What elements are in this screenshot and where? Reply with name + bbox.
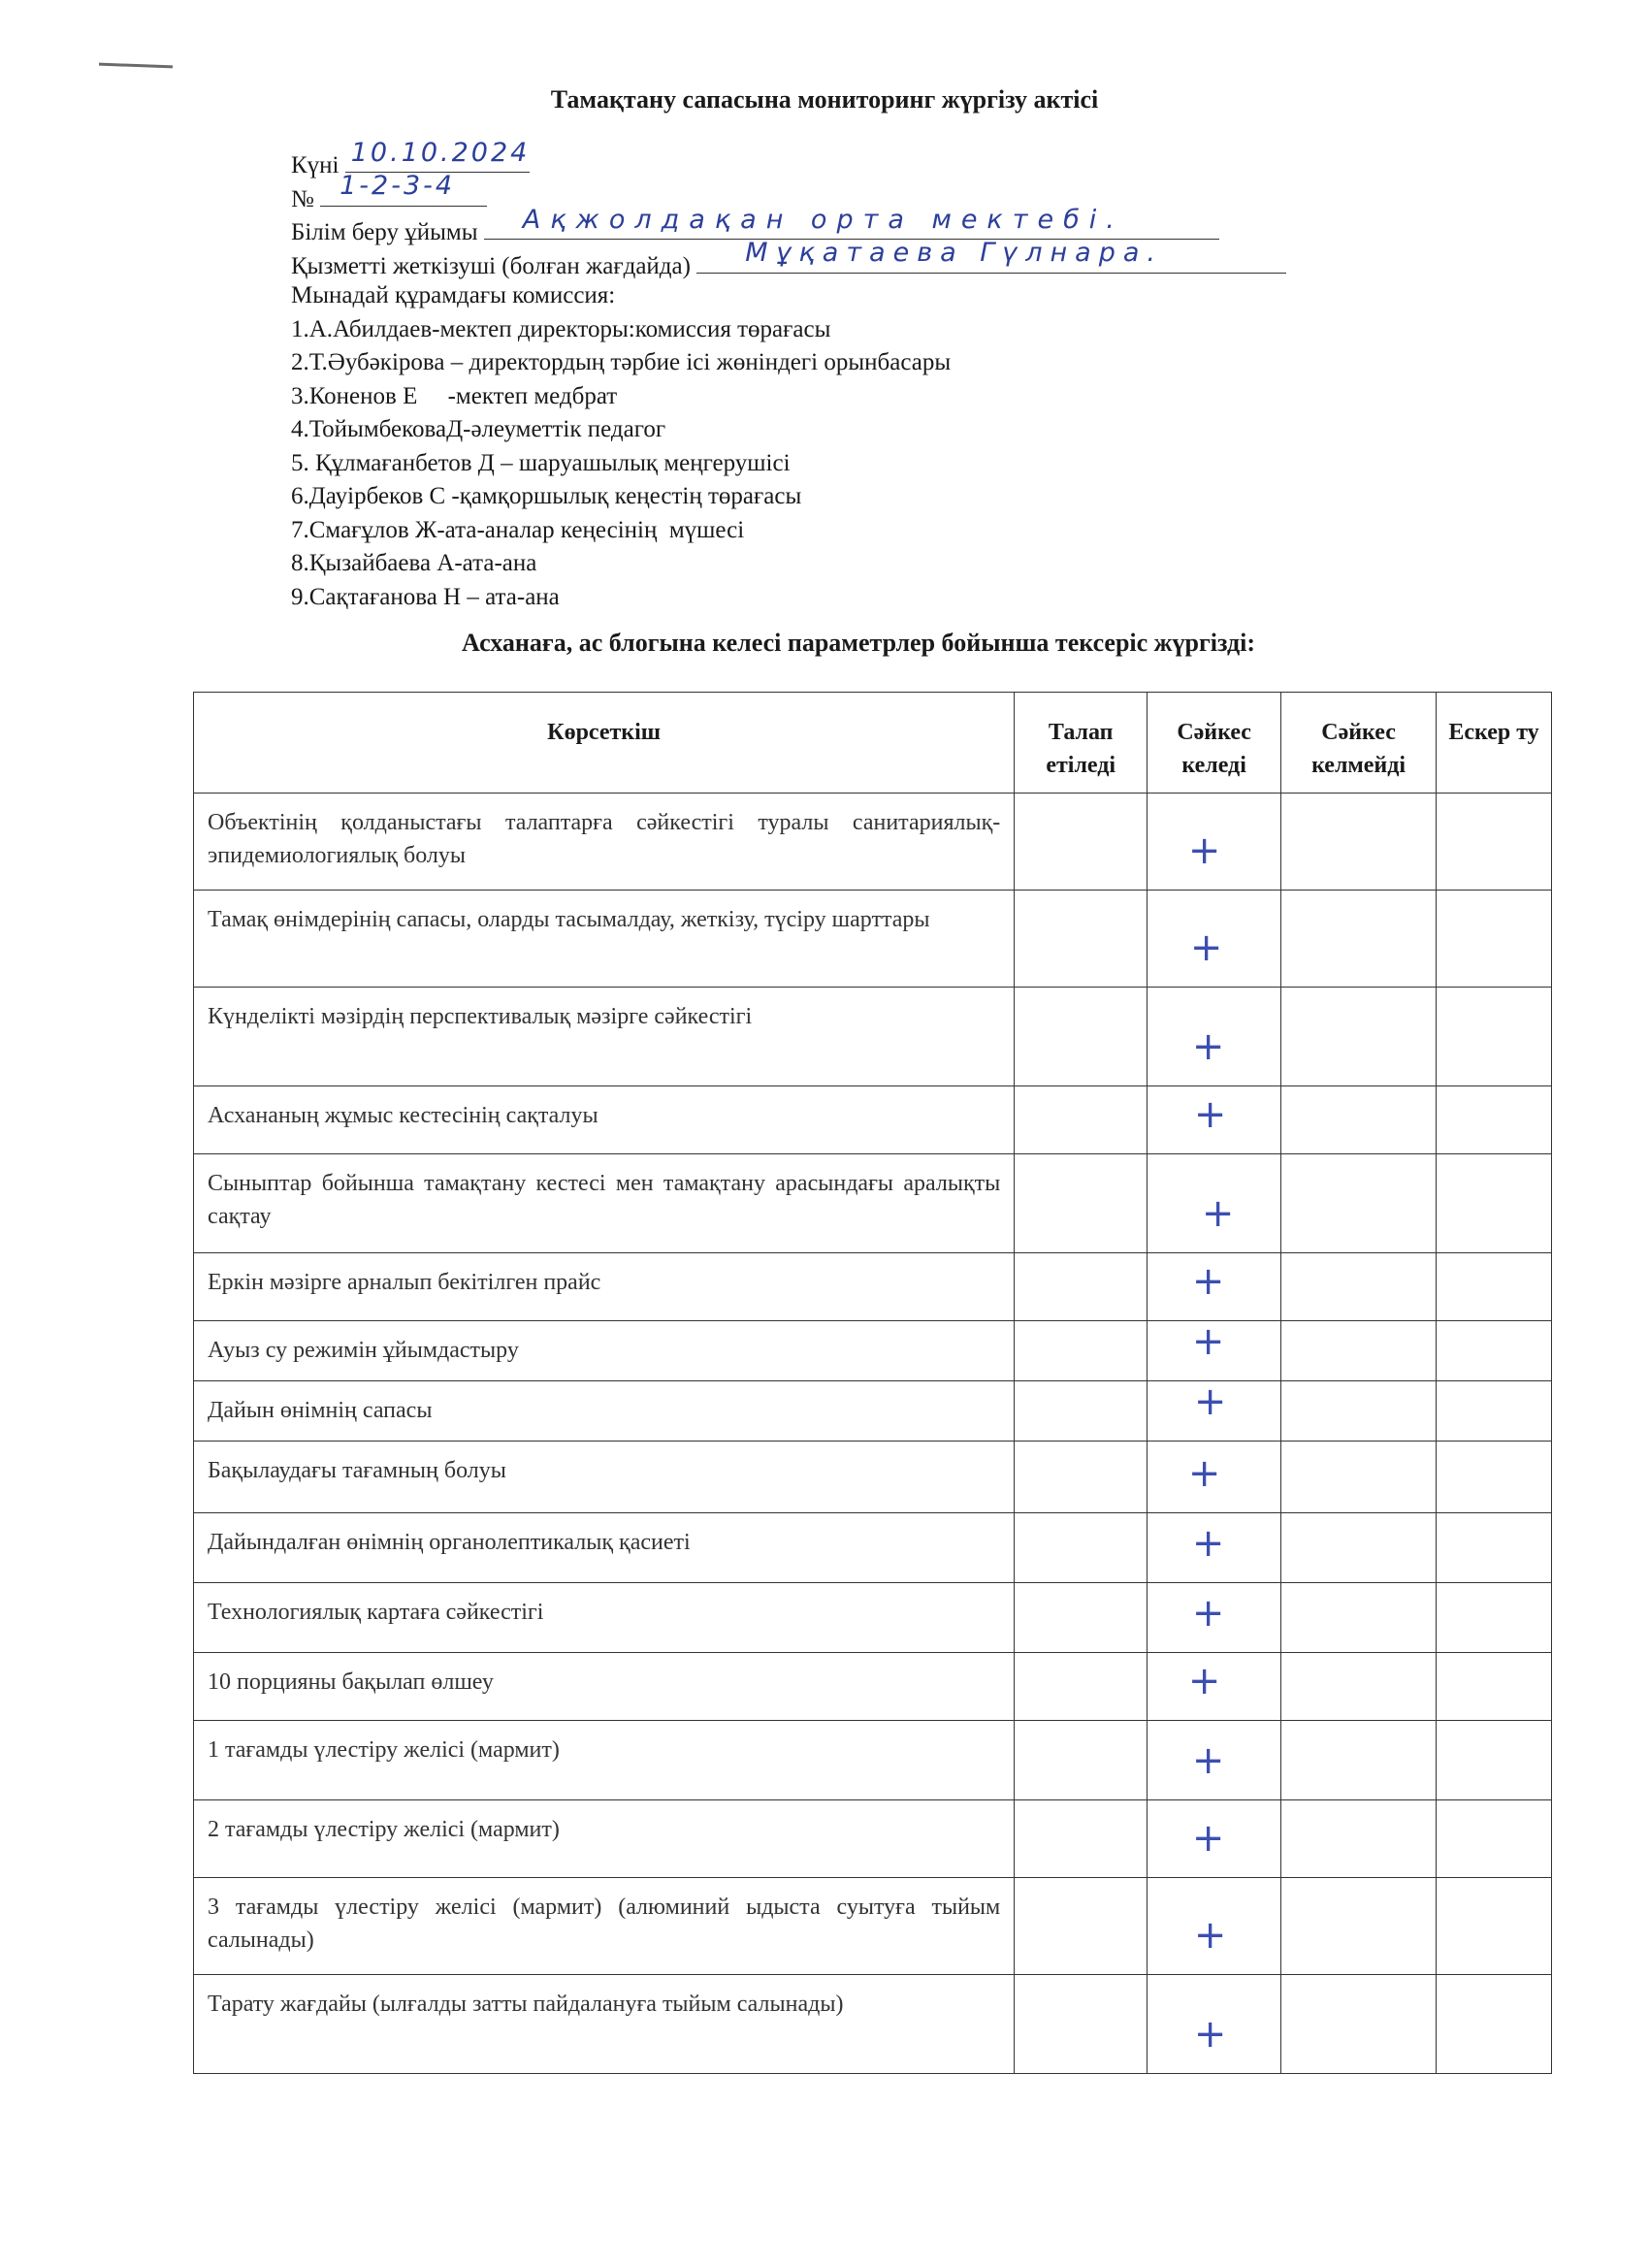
table-row	[194, 1321, 1552, 1381]
note-cell	[1437, 1154, 1552, 1253]
date-line	[291, 137, 1406, 179]
indicator-cell: Асхананың жұмыс кестесінің сақталуы	[194, 1086, 1015, 1154]
header-fields	[291, 137, 1406, 614]
required-cell	[1015, 1975, 1148, 2074]
compliant-cell	[1148, 1975, 1281, 2074]
date-value: 10.10.2024	[350, 137, 531, 168]
check-mark: +	[1189, 925, 1223, 970]
check-mark: +	[1193, 2012, 1227, 2057]
indicator-cell: Күнделікті мәзірдің перспективалық мәзірге сәйкестігі	[194, 988, 1015, 1086]
noncompliant-cell	[1281, 988, 1437, 1086]
noncompliant-cell	[1281, 1321, 1437, 1381]
noncompliant-cell	[1281, 1653, 1437, 1721]
check-mark: +	[1191, 1024, 1225, 1069]
scan-mark	[99, 63, 173, 69]
indicator-cell: Объектінің қолданыстағы талаптарға сәйкестігі туралы санитариялық-эпидемиологиялық болуы	[194, 794, 1015, 891]
check-mark: +	[1201, 1191, 1235, 1236]
note-cell	[1437, 1321, 1552, 1381]
table-row	[194, 988, 1552, 1086]
check-mark: +	[1191, 1816, 1225, 1861]
noncompliant-cell	[1281, 1513, 1437, 1583]
table-row	[194, 1253, 1552, 1321]
note-cell	[1437, 1800, 1552, 1878]
required-cell	[1015, 1878, 1148, 1975]
commission-member: 5. Құлмағанбетов Д – шаруашылық меңгерушісі	[291, 449, 791, 476]
table-row	[194, 1653, 1552, 1721]
indicator-cell: Технологиялық картаға сәйкестігі	[194, 1583, 1015, 1653]
header-note: Ескер ту	[1437, 693, 1552, 794]
compliant-cell	[1148, 1086, 1281, 1154]
required-cell	[1015, 1442, 1148, 1513]
noncompliant-cell	[1281, 1154, 1437, 1253]
table-body	[194, 794, 1552, 2074]
header-indicator: Көрсеткіш	[194, 693, 1015, 794]
note-cell	[1437, 988, 1552, 1086]
commission-label: Мынадай құрамдағы комиссия:	[291, 282, 616, 308]
noncompliant-cell	[1281, 794, 1437, 891]
indicator-cell: 1 тағамды үлестіру желісі (мармит)	[194, 1721, 1015, 1800]
note-cell	[1437, 794, 1552, 891]
table-row	[194, 1975, 1552, 2074]
check-mark: +	[1187, 1451, 1221, 1496]
check-mark: +	[1191, 1591, 1225, 1636]
org-value: Ақжолдақан орта мектебі.	[522, 204, 1124, 235]
commission-member: 8.Қызайбаева А-ата-ана	[291, 550, 537, 576]
number-label: №	[291, 185, 314, 212]
note-cell	[1437, 1653, 1552, 1721]
compliant-cell	[1148, 1381, 1281, 1442]
noncompliant-cell	[1281, 1800, 1437, 1878]
indicator-cell: Тарату жағдайы (ылғалды затты пайдалануға тыйым салынады)	[194, 1975, 1015, 2074]
required-cell	[1015, 1086, 1148, 1154]
commission-member: 3.Коненов Е -мектеп медбрат	[291, 382, 618, 409]
note-cell	[1437, 1253, 1552, 1321]
inspection-heading: Асханаға, ас блогына келесі параметрлер бойынша тексеріс жүргізді:	[461, 629, 1256, 657]
check-mark: +	[1193, 1913, 1227, 1958]
noncompliant-cell	[1281, 1381, 1437, 1442]
indicator-cell: Дайындалған өнімнің органолептикалық қасиеті	[194, 1513, 1015, 1583]
supplier-line	[291, 238, 1406, 280]
supplier-value: Мұқатаева Гүлнара.	[745, 238, 1163, 268]
indicator-cell: 2 тағамды үлестіру желісі (мармит)	[194, 1800, 1015, 1878]
check-mark: +	[1191, 1738, 1225, 1783]
compliant-cell	[1148, 988, 1281, 1086]
compliant-cell	[1148, 1321, 1281, 1381]
supplier-label: Қызметті жеткізуші (болған жағдайда)	[291, 252, 691, 279]
date-label: Күні	[291, 152, 340, 178]
note-cell	[1437, 1975, 1552, 2074]
noncompliant-cell	[1281, 1721, 1437, 1800]
number-field	[320, 171, 487, 207]
compliant-cell	[1148, 1878, 1281, 1975]
note-cell	[1437, 1878, 1552, 1975]
note-cell	[1437, 1442, 1552, 1513]
check-mark: +	[1187, 1659, 1221, 1703]
compliant-cell	[1148, 1442, 1281, 1513]
table-row	[194, 1800, 1552, 1878]
note-cell	[1437, 1086, 1552, 1154]
required-cell	[1015, 1154, 1148, 1253]
header-noncompliant: Сәйкес келмейді	[1281, 693, 1437, 794]
check-mark: +	[1191, 1259, 1225, 1304]
compliant-cell	[1148, 794, 1281, 891]
indicator-cell: Бақылаудағы тағамның болуы	[194, 1442, 1015, 1513]
table-row	[194, 1721, 1552, 1800]
commission-member: 2.Т.Әубәкірова – директордың тәрбие ісі жөніндегі орынбасары	[291, 349, 952, 375]
noncompliant-cell	[1281, 1086, 1437, 1154]
note-cell	[1437, 1721, 1552, 1800]
table-row	[194, 1513, 1552, 1583]
compliant-cell	[1148, 1154, 1281, 1253]
inspection-table	[193, 692, 1552, 2074]
compliant-cell	[1148, 1800, 1281, 1878]
document-title: Тамақтану сапасына мониторинг жүргізу актісі	[550, 85, 1099, 113]
note-cell	[1437, 1513, 1552, 1583]
table-row	[194, 891, 1552, 988]
supplier-field	[696, 238, 1286, 274]
check-mark: +	[1187, 828, 1221, 873]
required-cell	[1015, 1513, 1148, 1583]
compliant-cell	[1148, 1583, 1281, 1653]
required-cell	[1015, 794, 1148, 891]
indicator-cell: Еркін мәзірге арналып бекітілген прайс	[194, 1253, 1015, 1321]
table-row	[194, 1381, 1552, 1442]
noncompliant-cell	[1281, 891, 1437, 988]
org-field	[484, 204, 1219, 240]
table-row	[194, 1154, 1552, 1253]
compliant-cell	[1148, 1721, 1281, 1800]
commission-member: 6.Дауірбеков С -қамқоршылық кеңестің төрағасы	[291, 483, 802, 509]
noncompliant-cell	[1281, 1253, 1437, 1321]
compliant-cell	[1148, 1253, 1281, 1321]
noncompliant-cell	[1281, 1442, 1437, 1513]
required-cell	[1015, 1381, 1148, 1442]
org-label: Білім беру ұйымы	[291, 219, 478, 245]
noncompliant-cell	[1281, 1878, 1437, 1975]
commission-member: 4.ТойымбековаД-әлеуметтік педагог	[291, 416, 666, 442]
compliant-cell	[1148, 1513, 1281, 1583]
indicator-cell: Ауыз су режимін ұйымдастыру	[194, 1321, 1015, 1381]
check-mark: +	[1191, 1319, 1225, 1364]
table-row	[194, 1086, 1552, 1154]
header-compliant: Сәйкес келеді	[1148, 693, 1281, 794]
indicator-cell: Дайын өнімнің сапасы	[194, 1381, 1015, 1442]
commission-member: 7.Смағұлов Ж-ата-аналар кеңесінің мүшесі	[291, 516, 745, 543]
compliant-cell	[1148, 891, 1281, 988]
noncompliant-cell	[1281, 1975, 1437, 2074]
indicator-cell: 10 порцияны бақылап өлшеу	[194, 1653, 1015, 1721]
note-cell	[1437, 891, 1552, 988]
compliant-cell	[1148, 1653, 1281, 1721]
header-required: Талап етіледі	[1015, 693, 1148, 794]
table-row	[194, 1442, 1552, 1513]
required-cell	[1015, 1721, 1148, 1800]
note-cell	[1437, 1583, 1552, 1653]
table-header-row	[194, 693, 1552, 794]
number-value: 1-2-3-4	[340, 171, 456, 201]
required-cell	[1015, 1800, 1148, 1878]
check-mark: +	[1193, 1379, 1227, 1424]
indicator-cell: Тамақ өнімдерінің сапасы, оларды тасымалдау, жеткізу, түсіру шарттары	[194, 891, 1015, 988]
required-cell	[1015, 1653, 1148, 1721]
required-cell	[1015, 1583, 1148, 1653]
table-row	[194, 794, 1552, 891]
commission-member: 9.Сақтағанова Н – ата-ана	[291, 583, 560, 610]
indicator-cell: Сыныптар бойынша тамақтану кестесі мен тамақтану арасындағы аралықты сақтау	[194, 1154, 1015, 1253]
check-mark: +	[1191, 1521, 1225, 1566]
note-cell	[1437, 1381, 1552, 1442]
required-cell	[1015, 988, 1148, 1086]
required-cell	[1015, 1253, 1148, 1321]
required-cell	[1015, 1321, 1148, 1381]
noncompliant-cell	[1281, 1583, 1437, 1653]
table-row	[194, 1583, 1552, 1653]
commission-member: 1.А.Абилдаев-мектеп директоры:комиссия төрағасы	[291, 315, 831, 342]
indicator-cell: 3 тағамды үлестіру желісі (мармит) (алюминий ыдыста суытуға тыйым салынады)	[194, 1878, 1015, 1975]
date-field	[345, 137, 531, 173]
required-cell	[1015, 891, 1148, 988]
check-mark: +	[1193, 1092, 1227, 1137]
table-row	[194, 1878, 1552, 1975]
